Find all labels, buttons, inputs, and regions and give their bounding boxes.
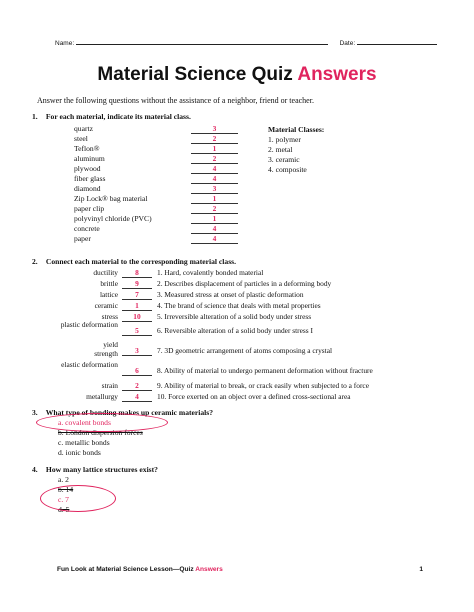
q4-number: 4.: [32, 465, 38, 474]
q1-material: aluminum: [74, 154, 105, 163]
footer-text: Fun Look at Material Science Lesson—Quiz: [57, 566, 194, 573]
q2-term: yield strength: [94, 340, 118, 358]
q4-question: How many lattice structures exist?: [45, 465, 158, 474]
classes-heading: Material Classes:: [268, 125, 325, 134]
q1-material: quartz: [74, 124, 93, 133]
date-line: [357, 44, 437, 45]
q1-material: polyvinyl chloride (PVC): [74, 214, 152, 223]
q1-material: Teflon®: [74, 144, 100, 153]
q2-term: lattice: [99, 290, 118, 299]
q1-answer: 2: [191, 134, 238, 144]
q3-option-c: c. metallic bonds: [58, 438, 110, 447]
q3-option-a: a. covalent bonds: [58, 418, 111, 427]
class-item: 2. metal: [268, 145, 293, 154]
q1-number: 1.: [32, 112, 38, 121]
q1-answer: 4: [191, 234, 238, 244]
q1-answer: 4: [191, 174, 238, 184]
q1-answer: 3: [191, 124, 238, 134]
q2-definition: 1. Hard, covalently bonded material: [157, 268, 264, 277]
q1-material: plywood: [74, 164, 101, 173]
q2-answer: 2: [122, 381, 152, 391]
q4-option-b: b. 14: [58, 485, 74, 494]
q2-term: ductility: [93, 268, 118, 277]
q4-option-c: c. 7: [58, 495, 69, 504]
q3-option-d: d. ionic bonds: [58, 448, 101, 457]
material-classes: [268, 125, 324, 175]
q3-answer-circle: [36, 413, 168, 432]
q2-answer: 1: [122, 301, 152, 311]
q2-answer: 3: [122, 346, 152, 356]
q2-term: brittle: [100, 279, 118, 288]
q3-number: 3.: [32, 408, 38, 417]
q2-answer: 9: [122, 279, 152, 289]
q4-option-a: a. 2: [58, 475, 69, 484]
q2-definition: 5. Irreversible alteration of a solid body under stress: [157, 312, 312, 321]
header-fields: [55, 40, 437, 47]
q4-heading: [32, 465, 158, 474]
q2-term: stress: [101, 312, 118, 321]
q1-answer: 3: [191, 184, 238, 194]
footer-highlight: Answers: [195, 566, 223, 573]
q2-answer: 7: [122, 290, 152, 300]
name-line: [76, 44, 328, 45]
q2-definition: 7. 3D geometric arrangement of atoms composing a crystal: [157, 346, 333, 355]
q1-material: paper clip: [74, 204, 105, 213]
name-label: Name:: [55, 40, 75, 47]
q1-answer: 1: [191, 214, 238, 224]
title-highlight: Answers: [297, 64, 377, 85]
q2-term: strain: [101, 381, 118, 390]
q2-answer: 6: [122, 366, 152, 376]
q2-definition: 3. Measured stress at onset of plastic deformation: [157, 290, 304, 299]
q2-term: plastic deformation: [60, 320, 118, 329]
q2-question: Connect each material to the corresponding material class.: [45, 257, 236, 266]
q2-term: ceramic: [94, 301, 118, 310]
title-main: Material Science Quiz: [97, 64, 293, 85]
q2-number: 2.: [32, 257, 38, 266]
class-item: 1. polymer: [268, 135, 301, 144]
q1-material: Zip Lock® bag material: [74, 194, 148, 203]
q2-answer: 4: [122, 392, 152, 402]
q1-answer: 4: [191, 164, 238, 174]
q1-material: steel: [74, 134, 88, 143]
q2-answer: 10: [122, 312, 152, 322]
q2-definition: 6. Reversible alteration of a solid body under stress I: [157, 326, 313, 335]
class-item: 3. ceramic: [268, 155, 300, 164]
q2-heading: [32, 257, 236, 266]
q2-definition: 2. Describes displacement of particles in a deforming body: [157, 279, 332, 288]
q1-question: For each material, indicate its material class.: [45, 112, 191, 121]
page-title: [0, 64, 474, 86]
q3-question: What type of bonding makes up ceramic materials?: [45, 408, 214, 417]
q2-answer: 8: [122, 268, 152, 278]
intro-text: Answer the following questions without the assistance of a neighbor, friend or teacher.: [37, 96, 314, 105]
date-label: Date:: [339, 40, 356, 47]
page-footer: [57, 566, 423, 573]
page-number: 1: [419, 566, 423, 573]
q4-option-d: d. 5: [58, 505, 70, 514]
q2-definition: 4. The brand of science that deals with metal properties: [157, 301, 321, 310]
q1-answer: 1: [191, 144, 238, 154]
q1-answer: 2: [191, 204, 238, 214]
class-item: 4. composite: [268, 165, 307, 174]
q1-material: fiber glass: [74, 174, 106, 183]
q2-definition: 9. Ability of material to break, or crack easily when subjected to a force: [157, 381, 369, 390]
q1-heading: [32, 112, 191, 121]
q1-material: diamond: [74, 184, 101, 193]
q2-definition: 8. Ability of material to undergo permanent deformation without fracture: [157, 366, 373, 375]
q2-term: metallurgy: [86, 392, 118, 401]
q1-answer: 2: [191, 154, 238, 164]
q4-answer-circle: [40, 485, 116, 512]
q1-material: paper: [74, 234, 91, 243]
q1-answer: 4: [191, 224, 238, 234]
q2-term: elastic deformation: [61, 360, 118, 369]
q3-option-b: b. London dispersion forces: [58, 428, 143, 437]
q2-definition: 10. Force exerted on an object over a defined cross-sectional area: [157, 392, 351, 401]
q1-answer: 1: [191, 194, 238, 204]
q1-material: concrete: [74, 224, 100, 233]
q2-answer: 5: [122, 326, 152, 336]
